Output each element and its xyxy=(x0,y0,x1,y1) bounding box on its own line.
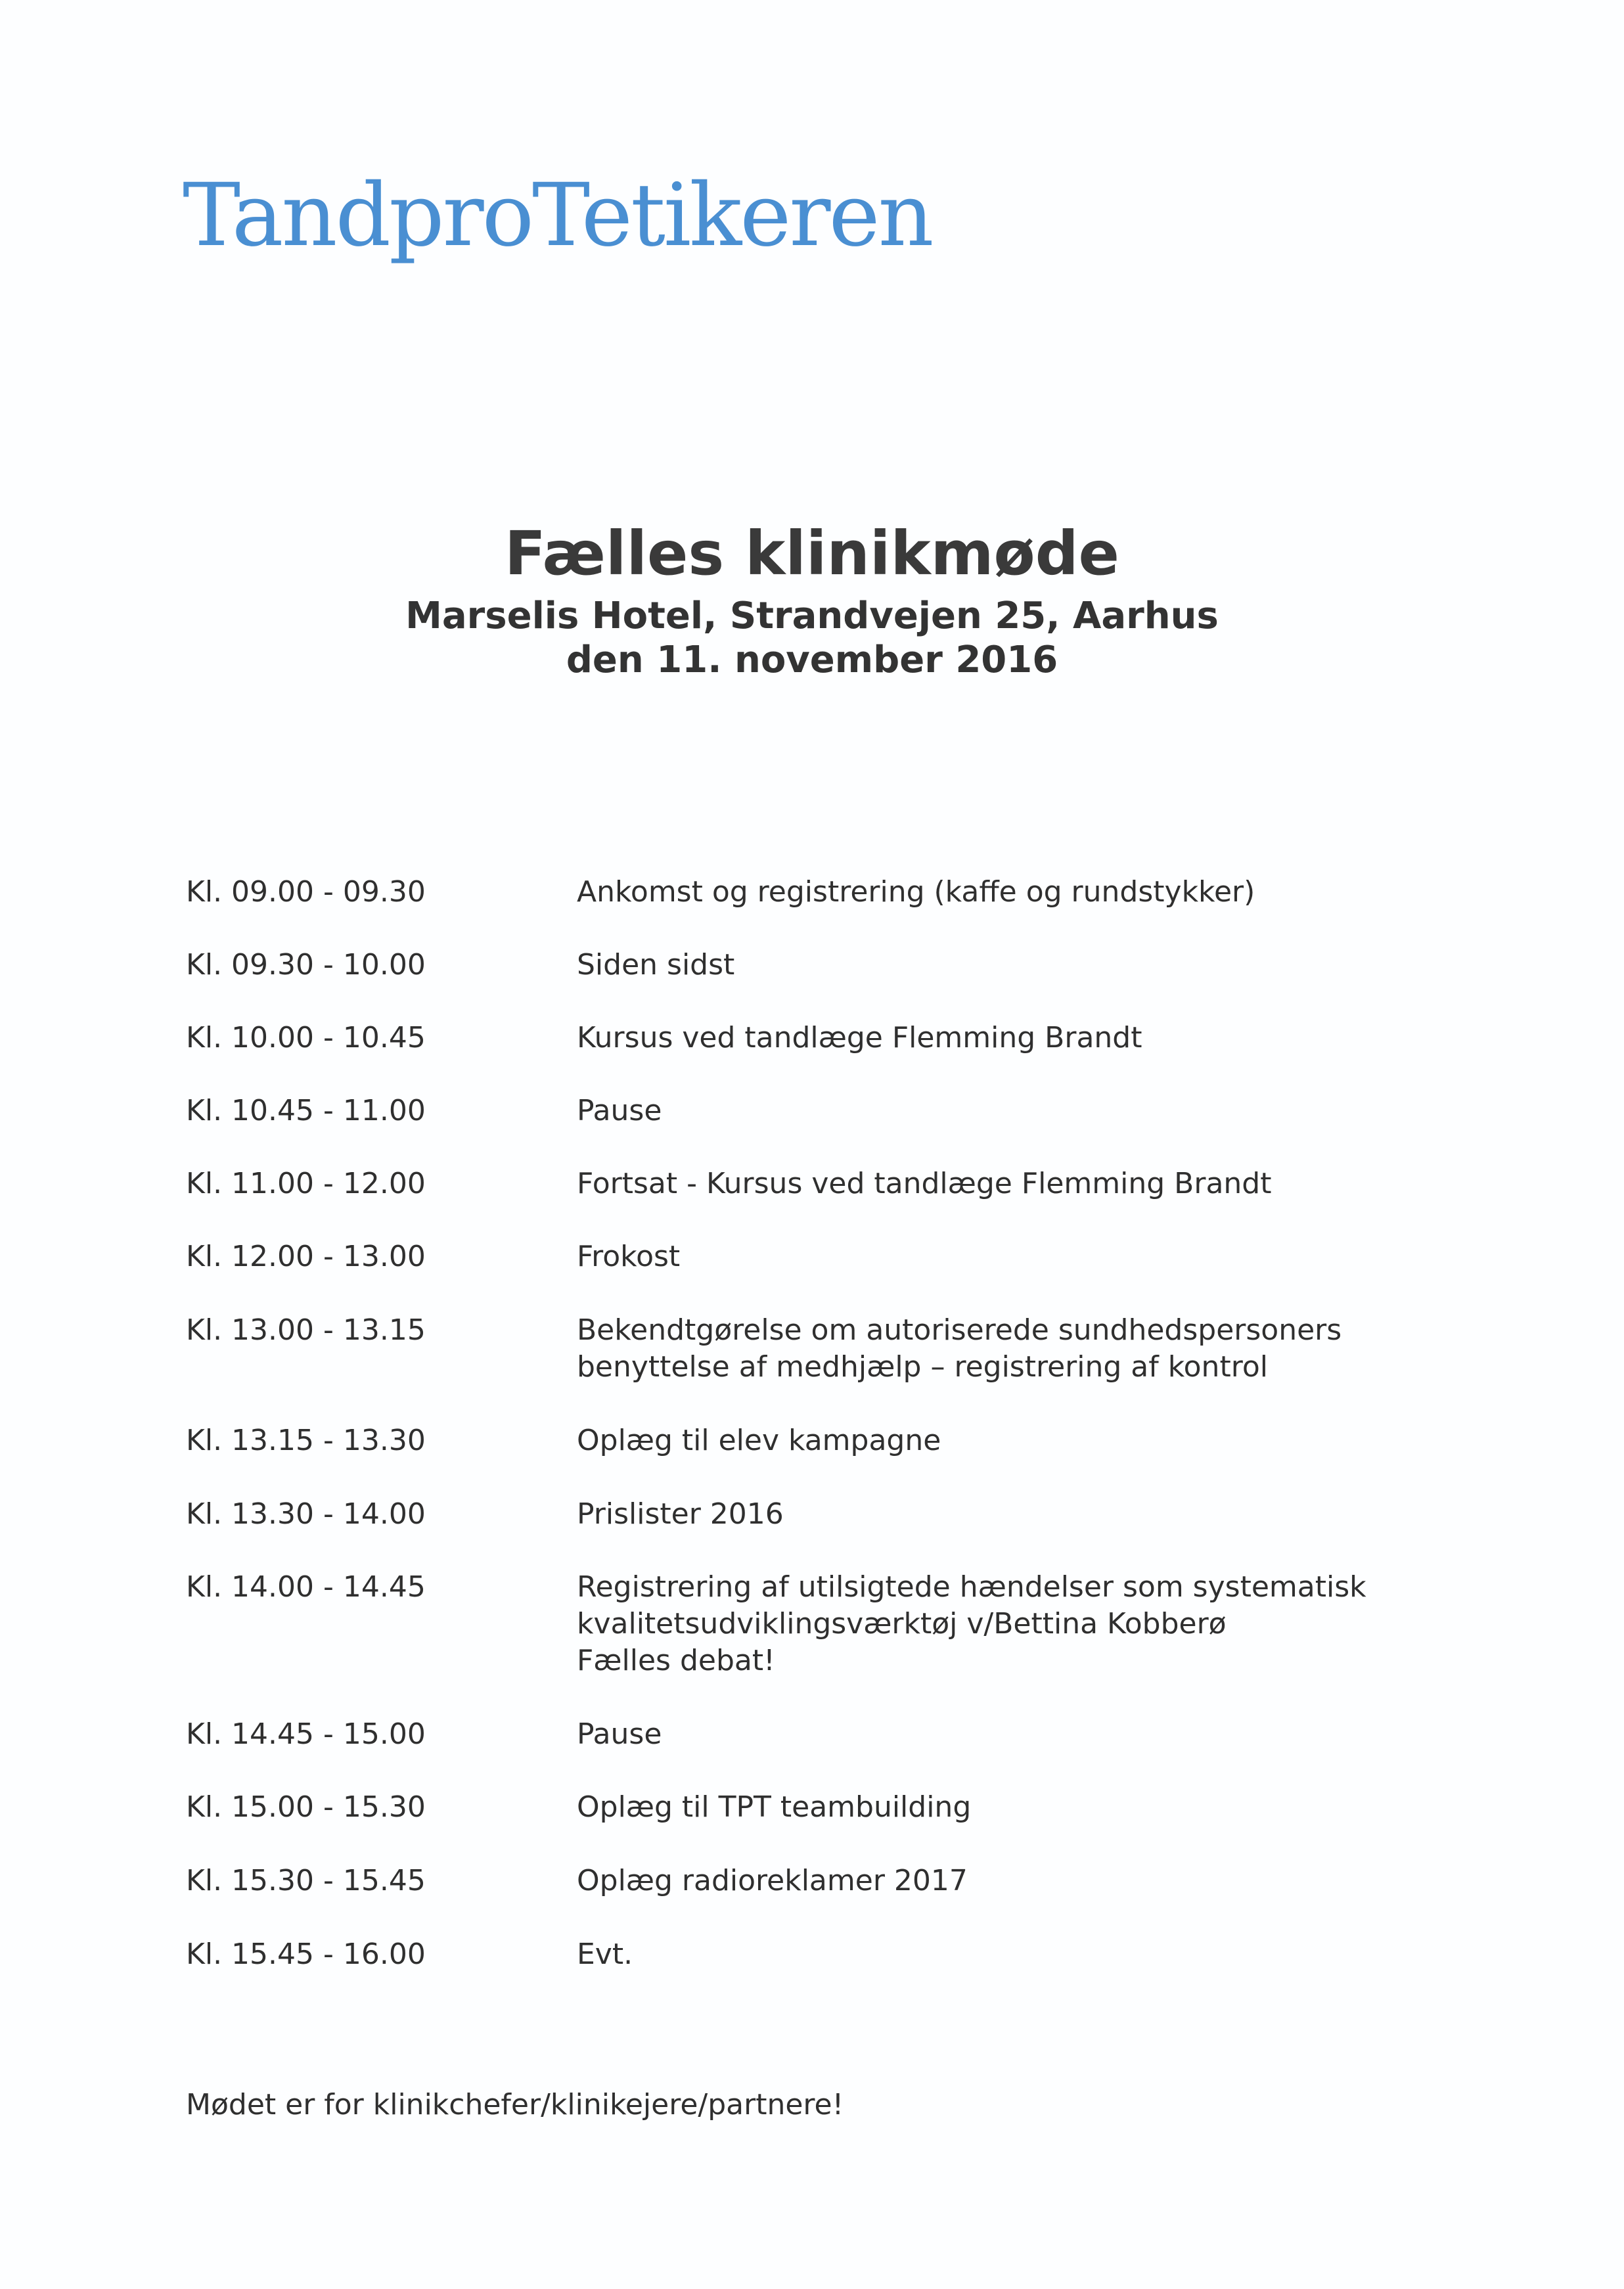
schedule-row xyxy=(186,1789,1500,1826)
schedule-time: Kl. 12.00 - 13.00 xyxy=(186,1240,426,1273)
attendance-note: Mødet er for klinikchefer/klinikejere/partnere! xyxy=(186,2088,844,2121)
schedule-row xyxy=(186,1422,1500,1459)
schedule-description-line: Fælles debat! xyxy=(577,1644,775,1677)
schedule-description-line: Siden sidst xyxy=(577,948,735,982)
schedule-row xyxy=(186,1863,1500,1899)
schedule-description-line: Oplæg til elev kampagne xyxy=(577,1424,941,1457)
schedule-description-line: kvalitetsudviklingsværktøj v/Bettina Kobberø xyxy=(577,1607,1227,1641)
schedule-description-line: Frokost xyxy=(577,1240,681,1273)
schedule-description xyxy=(577,1789,1500,1826)
schedule-row xyxy=(186,1716,1500,1753)
schedule-row xyxy=(186,947,1500,984)
schedule-time: Kl. 10.45 - 11.00 xyxy=(186,1094,426,1127)
schedule-description-line: Registrering af utilsigtede hændelser som systematisk xyxy=(577,1570,1366,1604)
schedule-row xyxy=(186,1166,1500,1202)
schedule-description-line: Pause xyxy=(577,1717,662,1751)
schedule-time: Kl. 10.00 - 10.45 xyxy=(186,1021,426,1054)
schedule-description xyxy=(577,1238,1500,1275)
schedule-row xyxy=(186,1238,1500,1275)
schedule-row xyxy=(186,1312,1500,1386)
schedule-description xyxy=(577,1312,1500,1386)
schedule-list xyxy=(186,838,1500,1973)
schedule-time: Kl. 09.00 - 09.30 xyxy=(186,875,426,909)
schedule-description-line: Oplæg til TPT teambuilding xyxy=(577,1790,972,1824)
schedule-description-line: Bekendtgørelse om autoriserede sundhedspersoners xyxy=(577,1313,1342,1347)
schedule-description xyxy=(577,1569,1500,1679)
schedule-description-line: Fortsat - Kursus ved tandlæge Flemming Brandt xyxy=(577,1167,1272,1200)
schedule-time: Kl. 13.00 - 13.15 xyxy=(186,1313,426,1347)
schedule-description xyxy=(577,1863,1500,1899)
tandprotetikeren-logo: TandproTetikeren xyxy=(183,165,932,266)
schedule-time: Kl. 11.00 - 12.00 xyxy=(186,1167,426,1200)
schedule-description-line: benyttelse af medhjælp – registrering af kontrol xyxy=(577,1350,1268,1384)
page-title: Fælles klinikmøde xyxy=(505,518,1119,589)
schedule-row xyxy=(186,1569,1500,1679)
page-header xyxy=(0,519,1624,682)
schedule-description-line: Prislister 2016 xyxy=(577,1497,784,1531)
schedule-description xyxy=(577,874,1500,911)
schedule-description xyxy=(577,1716,1500,1753)
schedule-row xyxy=(186,1093,1500,1129)
schedule-time: Kl. 15.45 - 16.00 xyxy=(186,1938,426,1971)
schedule-time: Kl. 14.00 - 14.45 xyxy=(186,1570,426,1604)
schedule-description xyxy=(577,1936,1500,1973)
schedule-row xyxy=(186,1020,1500,1056)
schedule-time: Kl. 15.30 - 15.45 xyxy=(186,1864,426,1897)
schedule-time: Kl. 14.45 - 15.00 xyxy=(186,1717,426,1751)
schedule-description xyxy=(577,1093,1500,1129)
schedule-description-line: Pause xyxy=(577,1094,662,1127)
schedule-time: Kl. 15.00 - 15.30 xyxy=(186,1790,426,1824)
schedule-description-line: Kursus ved tandlæge Flemming Brandt xyxy=(577,1021,1142,1054)
schedule-description-line: Evt. xyxy=(577,1938,633,1971)
schedule-description xyxy=(577,1166,1500,1202)
venue-address: Marselis Hotel, Strandvejen 25, Aarhus xyxy=(405,594,1219,637)
schedule-description-line: Oplæg radioreklamer 2017 xyxy=(577,1864,968,1897)
schedule-description xyxy=(577,1422,1500,1459)
meeting-date: den 11. november 2016 xyxy=(566,638,1058,681)
schedule-row xyxy=(186,1496,1500,1533)
schedule-description xyxy=(577,1496,1500,1533)
schedule-time: Kl. 13.15 - 13.30 xyxy=(186,1424,426,1457)
schedule-time: Kl. 09.30 - 10.00 xyxy=(186,948,426,982)
schedule-description xyxy=(577,1020,1500,1056)
schedule-row xyxy=(186,1936,1500,1973)
schedule-row xyxy=(186,874,1500,911)
schedule-description-line: Ankomst og registrering (kaffe og rundstykker) xyxy=(577,875,1255,909)
schedule-time: Kl. 13.30 - 14.00 xyxy=(186,1497,426,1531)
schedule-description xyxy=(577,947,1500,984)
